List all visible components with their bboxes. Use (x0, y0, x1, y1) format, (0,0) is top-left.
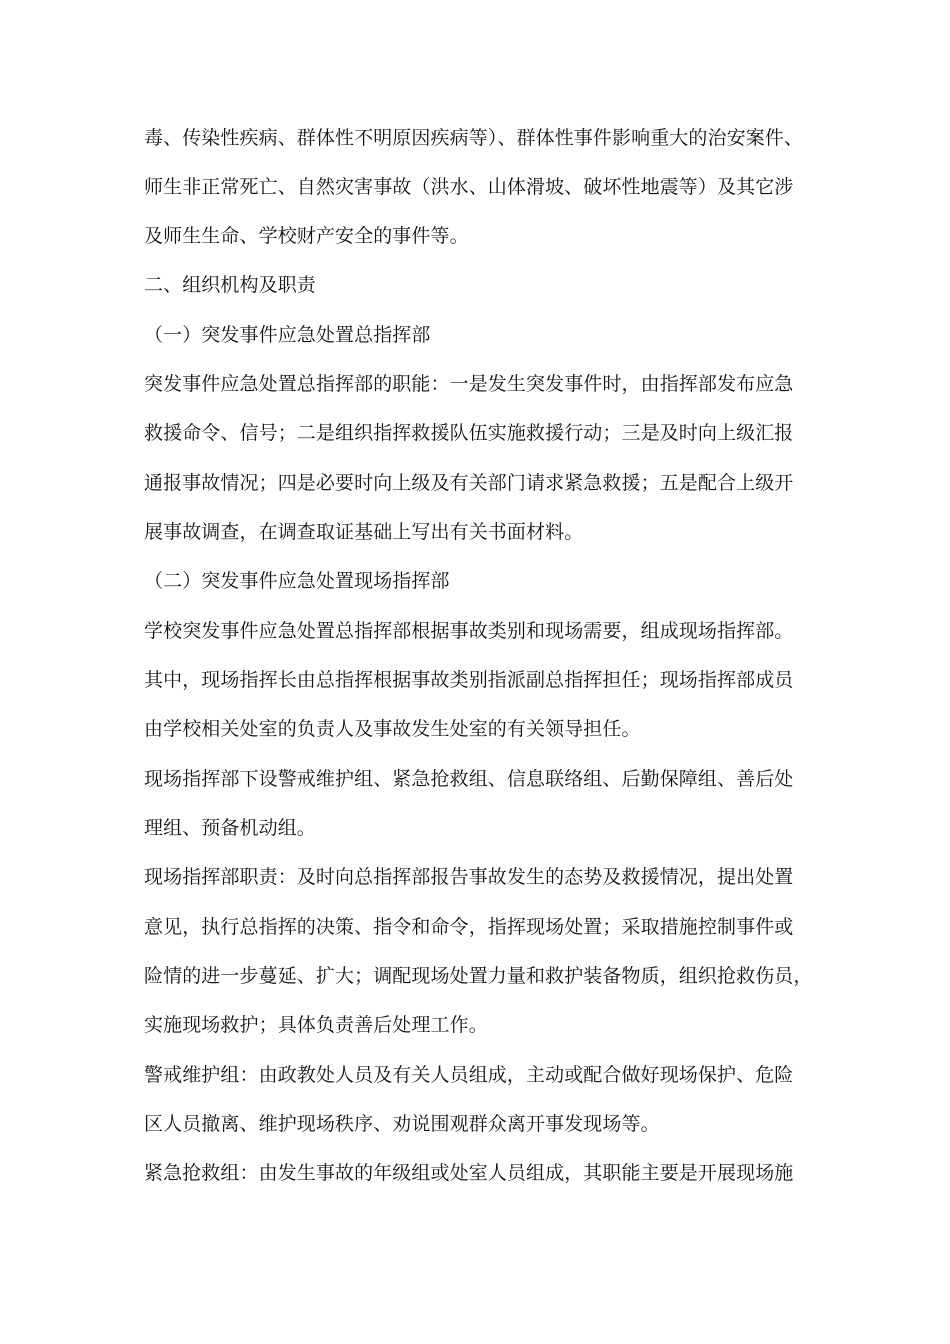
text-line: 实施现场救护；具体负责善后处理工作。 (144, 1014, 488, 1036)
text-line: 区人员撤离、维护现场秩序、劝说围观群众离开事发现场等。 (144, 1113, 660, 1135)
text-line: 险情的进一步蔓延、扩大；调配现场处置力量和救护装备物质，组织抢救伤员， (144, 965, 813, 987)
text-line: 意见，执行总指挥的决策、指令和命令，指挥现场处置；采取措施控制事件或 (144, 916, 794, 938)
text-line: 警戒维护组：由政教处人员及有关人员组成，主动或配合做好现场保护、危险 (144, 1064, 794, 1086)
text-line: 现场指挥部职责：及时向总指挥部报告事故发生的态势及救援情况，提出处置 (144, 866, 794, 888)
text-line: 由学校相关处室的负责人及事故发生处室的有关领导担任。 (144, 718, 641, 740)
text-line: 现场指挥部下设警戒维护组、紧急抢救组、信息联络组、后勤保障组、善后处 (144, 768, 794, 790)
text-line: 突发事件应急处置总指挥部的职能：一是发生突发事件时，由指挥部发布应急 (144, 373, 794, 395)
text-line: 及师生生命、学校财产安全的事件等。 (144, 225, 469, 247)
text-line: 紧急抢救组：由发生事故的年级组或处室人员组成，其职能主要是开展现场施 (144, 1162, 794, 1184)
text-line: 展事故调查，在调查取证基础上写出有关书面材料。 (144, 521, 584, 543)
text-line: 师生非正常死亡、自然灾害事故（洪水、山体滑坡、破坏性地震等）及其它涉 (144, 176, 794, 198)
section-heading: 二、组织机构及职责 (144, 274, 316, 296)
text-line: 救援命令、信号；二是组织指挥救援队伍实施救援行动；三是及时向上级汇报 (144, 422, 794, 444)
text-line: 其中，现场指挥长由总指挥根据事故类别指派副总指挥担任；现场指挥部成员 (144, 669, 794, 691)
text-line: 理组、预备机动组。 (144, 817, 316, 839)
subsection-heading: （一）突发事件应急处置总指挥部 (144, 324, 431, 346)
text-line: 毒、传染性疾病、群体性不明原因疾病等）、群体性事件影响重大的治安案件、 (144, 127, 804, 149)
subsection-heading: （二）突发事件应急处置现场指挥部 (144, 570, 450, 592)
text-line: 通报事故情况；四是必要时向上级及有关部门请求紧急救援；五是配合上级开 (144, 472, 794, 494)
text-line: 学校突发事件应急处置总指挥部根据事故类别和现场需要，组成现场指挥部。 (144, 620, 794, 642)
